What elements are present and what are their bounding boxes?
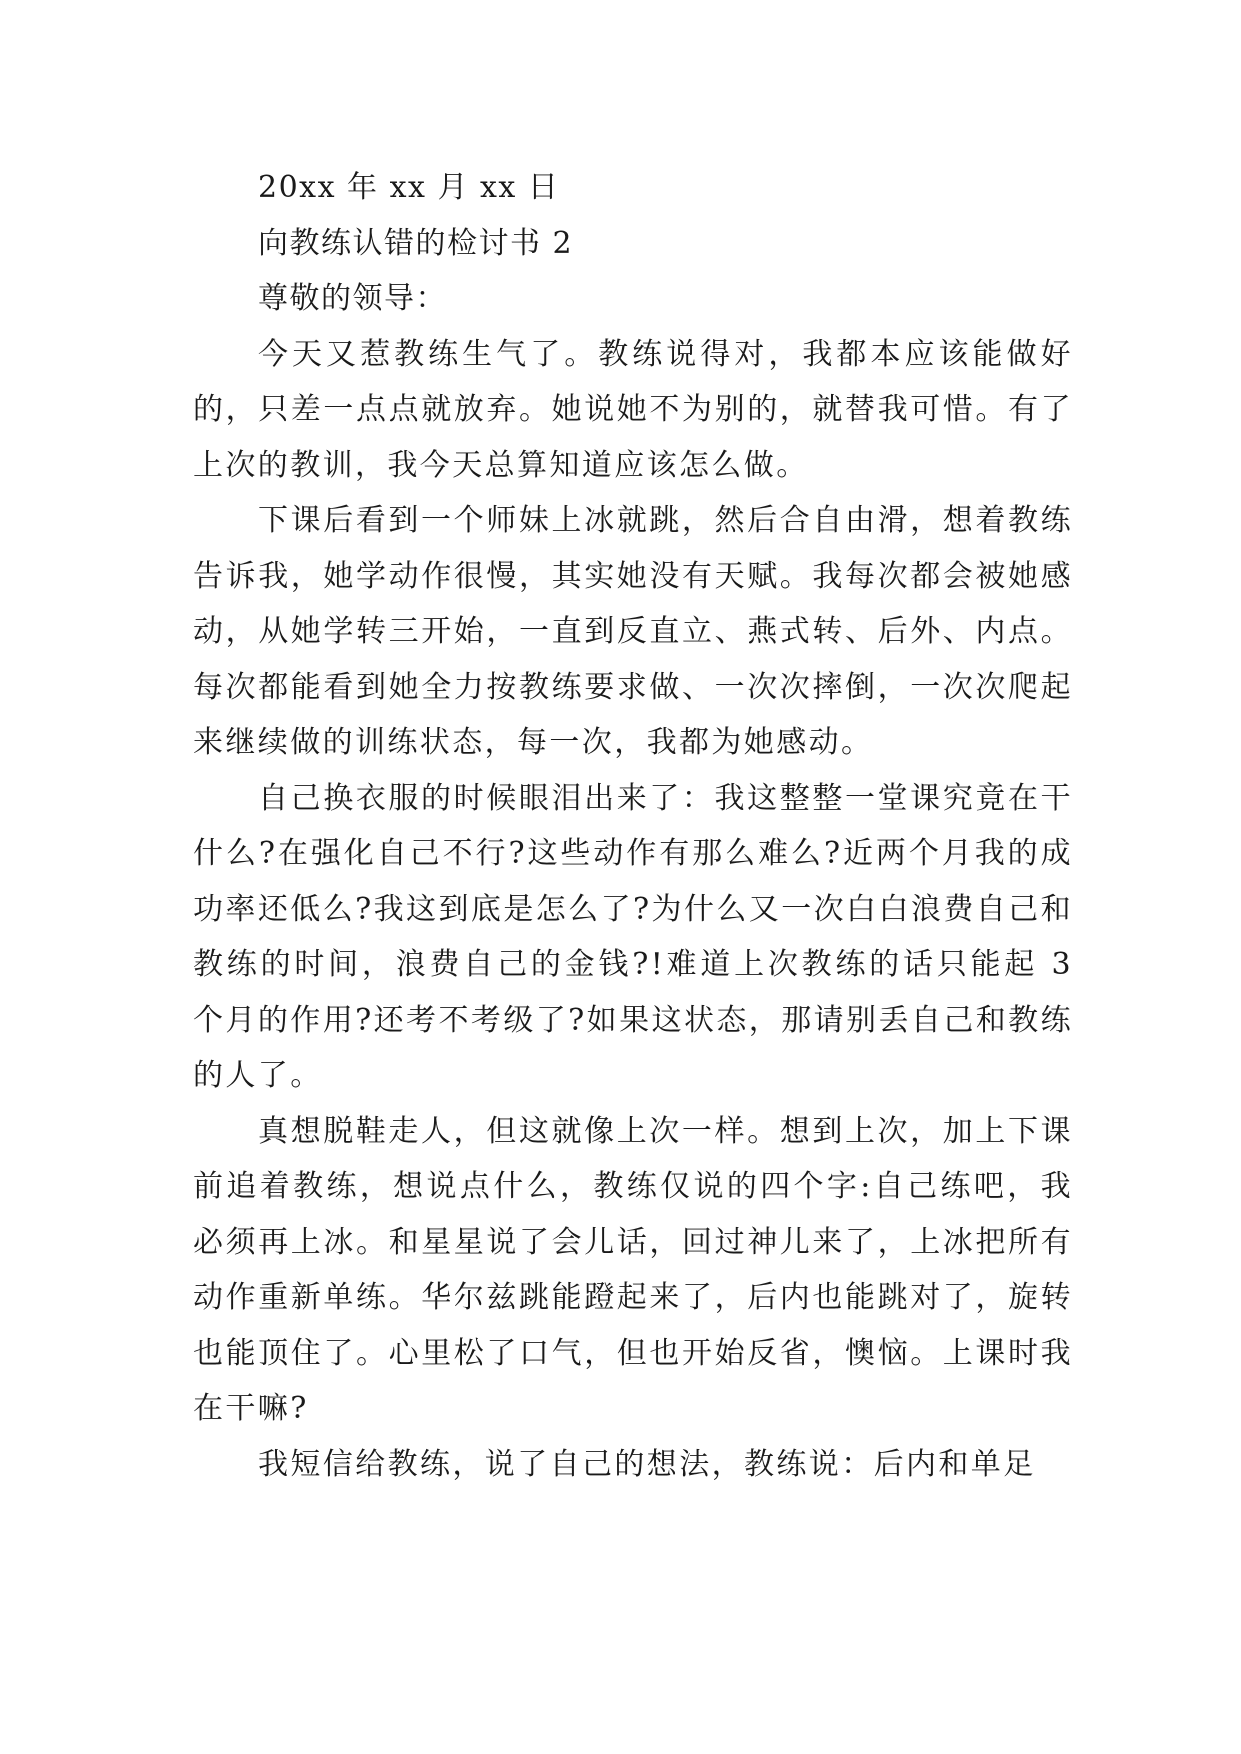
paragraph: 我短信给教练，说了自己的想法，教练说：后内和单足	[258, 1446, 1036, 1482]
paragraph: 自己换衣服的时候眼泪出来了：我这整整一堂课究竟在干什么?在强化自己不行?这些动作有那么难么?近两个月我的成功率还低么?我这到底是怎么了?为什么又一次白白浪费自己和教练的时间，浪费自己的金钱?!难道上次教练的话只能起 3 个月的作用?还考不考级了?如果这状态，那请别丢自己和教练的人了。	[193, 780, 1073, 1093]
salutation: 尊敬的领导：	[258, 281, 447, 316]
paragraph: 真想脱鞋走人，但这就像上次一样。想到上次，加上下课前追着教练，想说点什么，教练仅说的四个字:自己练吧，我必须再上冰。和星星说了会儿话，回过神儿来了，上冰把所有动作重新单练。华尔兹跳能蹬起来了，后内也能跳对了，旋转也能顶住了。心里松了口气，但也开始反省，懊恼。上课时我在干嘛?	[193, 1113, 1073, 1426]
document-body	[193, 160, 1073, 1492]
paragraph: 今天又惹教练生气了。教练说得对，我都本应该能做好的，只差一点点就放弃。她说她不为别的，就替我可惜。有了上次的教训，我今天总算知道应该怎么做。	[193, 336, 1073, 483]
document-title: 向教练认错的检讨书 2	[258, 225, 574, 261]
date-line: 20xx 年 xx 月 xx 日	[258, 170, 560, 205]
paragraph: 下课后看到一个师妹上冰就跳，然后合自由滑，想着教练告诉我，她学动作很慢，其实她没有天赋。我每次都会被她感动，从她学转三开始，一直到反直立、燕式转、后外、内点。每次都能看到她全力按教练要求做、一次次摔倒，一次次爬起来继续做的训练状态，每一次，我都为她感动。	[193, 503, 1073, 760]
